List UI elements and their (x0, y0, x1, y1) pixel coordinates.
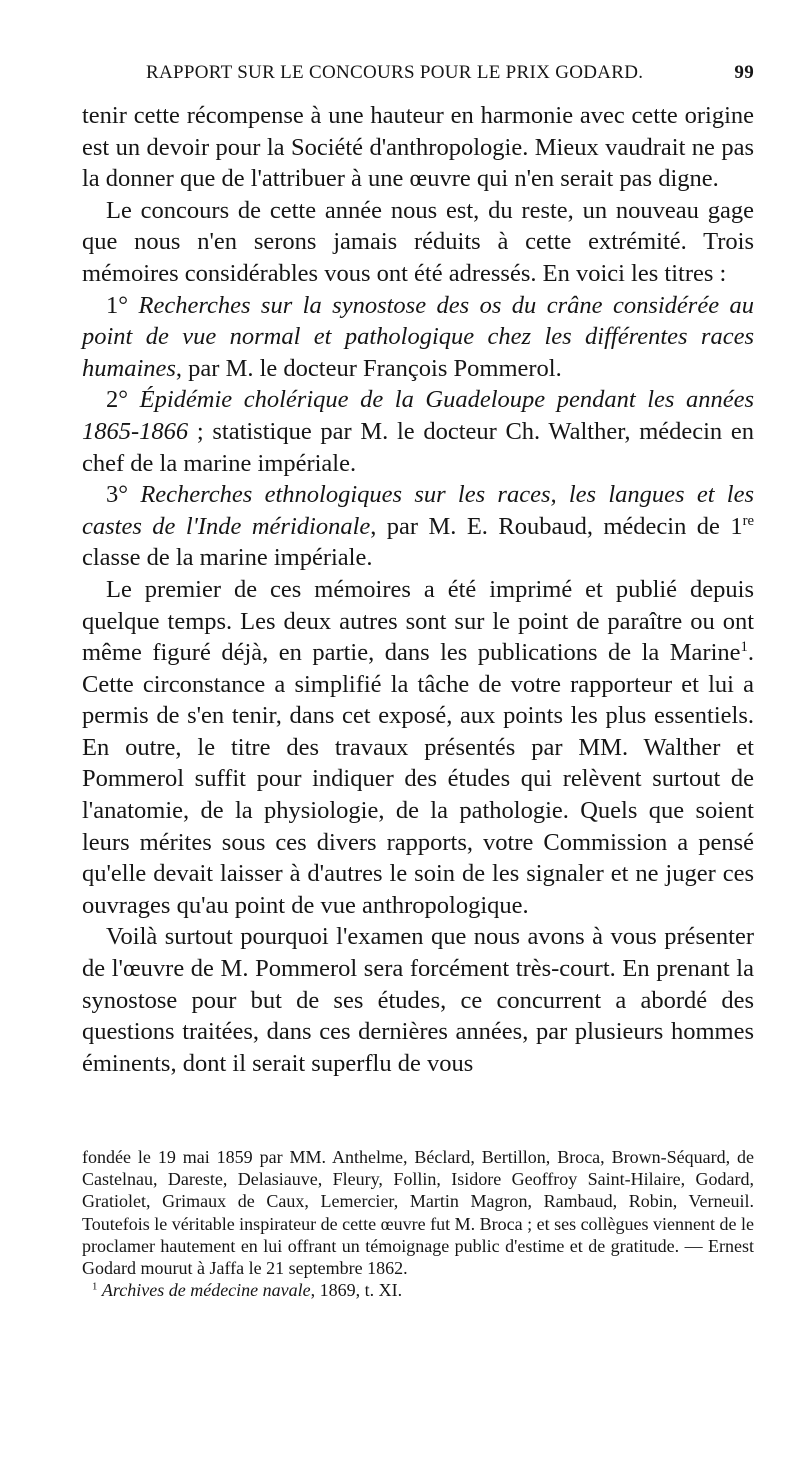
paragraph-3-a: Le premier de ces mémoires a été imprimé et publié depuis quelque temps. Les deux autres sont sur le point de paraître ou ont même figuré déjà, en partie, dans les publications de la Marine (82, 575, 754, 667)
paragraph-2: Le concours de cette année nous est, du reste, un nouveau gage que nous n'en serons jamais réduits à cette extrémité. Trois mémoires considérables vous ont été adressés. En voici les titres : (82, 196, 754, 287)
footnote-reference: 1 (740, 639, 748, 656)
paragraph-4: Voilà surtout pourquoi l'examen que nous avons à vous présenter de l'œuvre de M. Pommerol sera forcément très-court. En prenant la synostose pour but de ses études, ce concurrent a abordé des questions traitées, dans ces dernières années, par plusieurs hommes éminents, dont il serait superflu de vous (82, 923, 754, 1077)
list-item-2 (82, 384, 754, 479)
list-item-3-rest-a: , par M. E. Roubaud, médecin de 1 (370, 512, 743, 540)
paragraph-1: tenir cette récompense à une hauteur en harmonie avec cette origine est un devoir pour la Société d'anthropologie. Mieux vaudrait ne pas la donner que de l'attribuer à une œuvre qui n'en serait pas digne. (82, 102, 754, 193)
list-item-3-rest-b: classe de la marine impériale. (82, 544, 373, 572)
list-item-3-superscript: re (742, 512, 754, 529)
footnote-1 (82, 1279, 754, 1301)
running-title: RAPPORT SUR LE CONCOURS POUR LE PRIX GODARD. (146, 62, 644, 83)
footnote-continued: fondée le 19 mai 1859 par MM. Anthelme, Béclard, Bertillon, Broca, Brown-Séquard, de Castelnau, Dareste, Delasiauve, Fleury, Follin, Isidore Geoffroy Saint-Hilaire, Godard, Gratiolet, Grimaux de Caux, Lemercier, Martin Magron, Rambaud, Robin, Verneuil. Toutefois le véritable inspirateur de cette œuvre fut M. Broca ; et ses collègues viennent de le proclamer hautement en lui offrant un témoignage public d'estime et de gratitude. — Ernest Godard mourut à Jaffa le 21 septembre 1862. (82, 1147, 755, 1279)
list-item-3 (82, 479, 754, 574)
footnotes (82, 1146, 754, 1301)
list-item-1-title: Recherches sur la synostose des os du crâne considérée au point de vue normal et pathologique chez les différentes races humaines (82, 291, 754, 382)
list-item-1 (82, 290, 754, 385)
list-item-2-title: Épidémie cholérique de la Guadeloupe pendant les années 1865-1866 (82, 386, 755, 445)
list-item-1-rest: , par M. le docteur François Pommerol. (175, 354, 562, 382)
list-item-3-number: 3° (106, 481, 129, 509)
list-item-1-number: 1° (106, 291, 129, 319)
page-number: 99 (734, 62, 754, 83)
footnote-1-title: Archives de médecine navale (101, 1280, 311, 1301)
paragraph-3-b: . Cette circonstance a simplifié la tâche de votre rapporteur et lui a permis de s'en tenir, dans cet exposé, aux points les plus essentiels. En outre, le titre des travaux présentés par MM. Walther et Pommerol suffit pour indiquer des études qui relèvent surtout de l'anatomie, de la physiologie, de la pathologie. Quels que soient leurs mérites sous ces divers rapports, votre Commission a pensé qu'elle devait laisser à d'autres le soin de les signaler et ne juger ces ouvrages qu'au point de vue anthropologique. (82, 639, 754, 919)
footnote-1-rest: , 1869, t. XI. (310, 1280, 403, 1301)
list-item-2-number: 2° (106, 386, 129, 414)
list-item-3-title: Recherches ethnologiques sur les races, les langues et les castes de l'Inde méridionale (82, 481, 755, 540)
footnote-1-mark: 1 (92, 1280, 98, 1293)
running-header (82, 62, 754, 90)
list-item-2-rest: ; statistique par M. le docteur Ch. Walther, médecin en chef de la marine impériale. (82, 417, 754, 477)
paragraph-3 (82, 574, 754, 922)
main-text (82, 100, 754, 1079)
